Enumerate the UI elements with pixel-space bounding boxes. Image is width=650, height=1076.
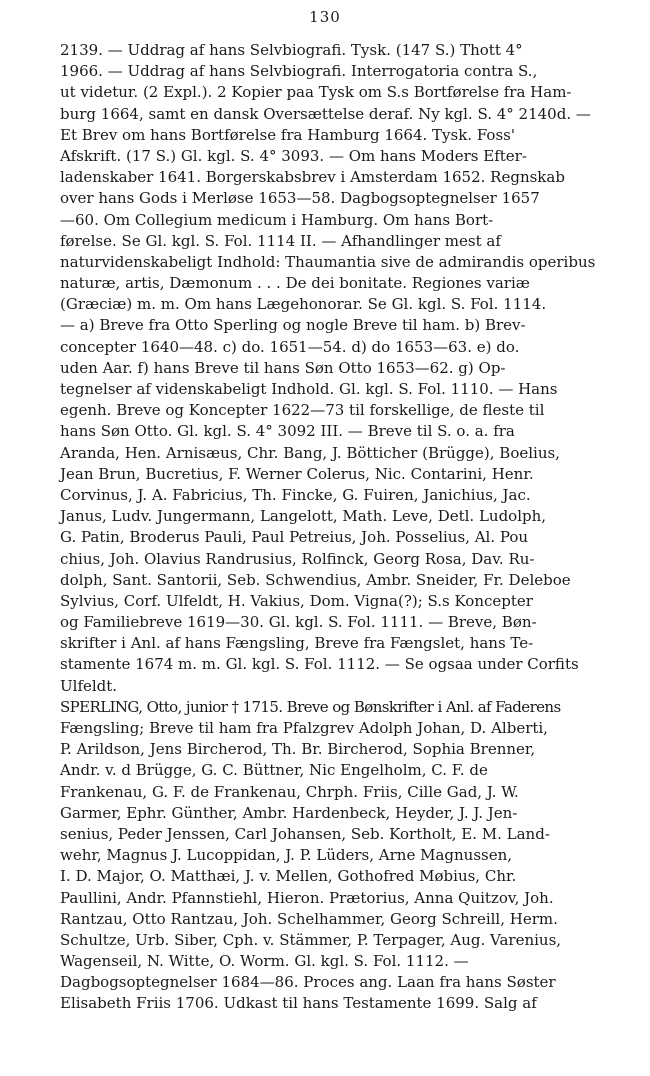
text-line: 2139. — Uddrag af hans Selvbiografi. Tysk. (147 S.) Thott 4° — [60, 41, 523, 59]
text-line: tegnelser af videnskabeligt Indhold. Gl. kgl. S. Fol. 1110. — Hans — [60, 380, 558, 398]
text-line: Wagenseil, N. Witte, O. Worm. Gl. kgl. S. Fol. 1112. — — [60, 952, 469, 971]
text-line: Garmer, Ephr. Günther, Ambr. Hardenbeck, Heyder, J. J. Jen- — [60, 803, 518, 822]
text-line: — a) Breve fra Otto Sperling og nogle Breve til ham. b) Brev- — [60, 316, 526, 335]
text-line: Et Brev om hans Bortførelse fra Hamburg 1664. Tysk. Foss' — [60, 125, 515, 144]
text-line: Afskrift. (17 S.) Gl. kgl. S. 4° 3093. — Om hans Moders Efter- — [60, 146, 527, 165]
text-line: Ulfeldt. — [60, 676, 118, 695]
text-line: G. Patin, Broderus Pauli, Paul Petreius, Joh. Posselius, Al. Pou — [60, 528, 529, 547]
text-line: Dagbogsoptegnelser 1684—86. Proces ang. Laan fra hans Søster — [60, 973, 556, 992]
text-line: Corvinus, J. A. Fabricius, Th. Fincke, G. Fuiren, Janichius, Jac. — [60, 485, 531, 504]
text-line: dolph, Sant. Santorii, Seb. Schwendius, Ambr. Sneider, Fr. Deleboe — [60, 570, 571, 589]
text-line: Andr. v. d Brügge, G. C. Büttner, Nic Engelholm, C. F. de — [60, 761, 488, 780]
text-line: Paullini, Andr. Pfannstiehl, Hieron. Prætorius, Anna Quitzov, Joh. — [60, 888, 554, 907]
text-line: stamente 1674 m. m. Gl. kgl. S. Fol. 1112. — Se ogsaa under Corfits — [60, 655, 579, 674]
text-line: Schultze, Urb. Siber, Cph. v. Stämmer, P. Terpager, Aug. Varenius, — [60, 930, 562, 949]
text-line: P. Arildson, Jens Bircherod, Th. Br. Bircherod, Sophia Brenner, — [60, 740, 536, 759]
text-line: Elisabeth Friis 1706. Udkast til hans Testamente 1699. Salg af — [60, 994, 537, 1013]
text-line: concepter 1640—48. c) do. 1651—54. d) do 1653—63. e) do. — [60, 337, 520, 356]
text-line: Frankenau, G. F. de Frankenau, Chrph. Friis, Cille Gad, J. W. — [60, 782, 519, 801]
text-line: chius, Joh. Olavius Randrusius, Rolfinck, Georg Rosa, Dav. Ru- — [60, 549, 535, 568]
text-line: wehr, Magnus J. Lucoppidan, J. P. Lüders, Arne Magnussen, — [60, 846, 513, 865]
text-line: skrifter i Anl. af hans Fængsling, Breve fra Fængslet, hans Te- — [60, 634, 534, 653]
text-line: burg 1664, samt en dansk Oversættelse deraf. Ny kgl. S. 4° 2140d. — — [60, 104, 591, 123]
text-line: Janus, Ludv. Jungermann, Langelott, Math. Leve, Detl. Ludolph, — [60, 507, 547, 526]
text-line: senius, Peder Jenssen, Carl Johansen, Seb. Kortholt, E. M. Land- — [60, 824, 550, 843]
text-body — [60, 40, 595, 1015]
text-line: naturvidenskabeligt Indhold: Thaumantia sive de admirandis operibus — [60, 252, 596, 271]
text-line: SPERLING, Otto, junior † 1715. Breve og Bønskrifter i Anl. af Faderens — [60, 697, 561, 716]
text-line: I. D. Major, O. Matthæi, J. v. Mellen, Gothofred Møbius, Chr. — [60, 867, 517, 886]
text-line: uden Aar. f) hans Breve til hans Søn Otto 1653—62. g) Op- — [60, 358, 506, 377]
text-line: og Familiebreve 1619—30. Gl. kgl. S. Fol. 1111. — Breve, Bøn- — [60, 613, 537, 632]
text-line: Jean Brun, Bucretius, F. Werner Colerus, Nic. Contarini, Henr. — [60, 464, 534, 483]
text-line: 1966. — Uddrag af hans Selvbiografi. Interrogatoria contra S., — [60, 62, 538, 81]
page-number: 130 — [309, 8, 341, 26]
text-line: førelse. Se Gl. kgl. S. Fol. 1114 II. — Afhandlinger mest af — [60, 231, 501, 250]
text-line: egenh. Breve og Koncepter 1622—73 til forskellige, de fleste til — [60, 401, 545, 420]
text-line: hans Søn Otto. Gl. kgl. S. 4° 3092 III. — Breve til S. o. a. fra — [60, 422, 515, 441]
text-line: —60. Om Collegium medicum i Hamburg. Om hans Bort- — [60, 210, 494, 229]
text-line: Fængsling; Breve til ham fra Pfalzgrev Adolph Johan, D. Alberti, — [60, 719, 548, 737]
text-line: over hans Gods i Merløse 1653—58. Dagbogsoptegnelser 1657 — [60, 189, 540, 208]
text-line: ladenskaber 1641. Borgerskabsbrev i Amsterdam 1652. Regnskab — [60, 168, 565, 187]
text-line: (Græciæ) m. m. Om hans Lægehonorar. Se Gl. kgl. S. Fol. 1114. — [60, 295, 547, 314]
text-line: ut videtur. (2 Expl.). 2 Kopier paa Tysk om S.s Bortførelse fra Ham- — [60, 83, 572, 102]
text-line: naturæ, artis, Dæmonum . . . De dei bonitate. Regiones variæ — [60, 274, 530, 293]
text-line: Aranda, Hen. Arnisæus, Chr. Bang, J. Bötticher (Brügge), Boelius, — [60, 443, 560, 462]
text-line: Sylvius, Corf. Ulfeldt, H. Vakius, Dom. Vigna(?); S.s Koncepter — [60, 591, 533, 610]
text-line: Rantzau, Otto Rantzau, Joh. Schelhammer, Georg Schreill, Herm. — [60, 909, 558, 928]
